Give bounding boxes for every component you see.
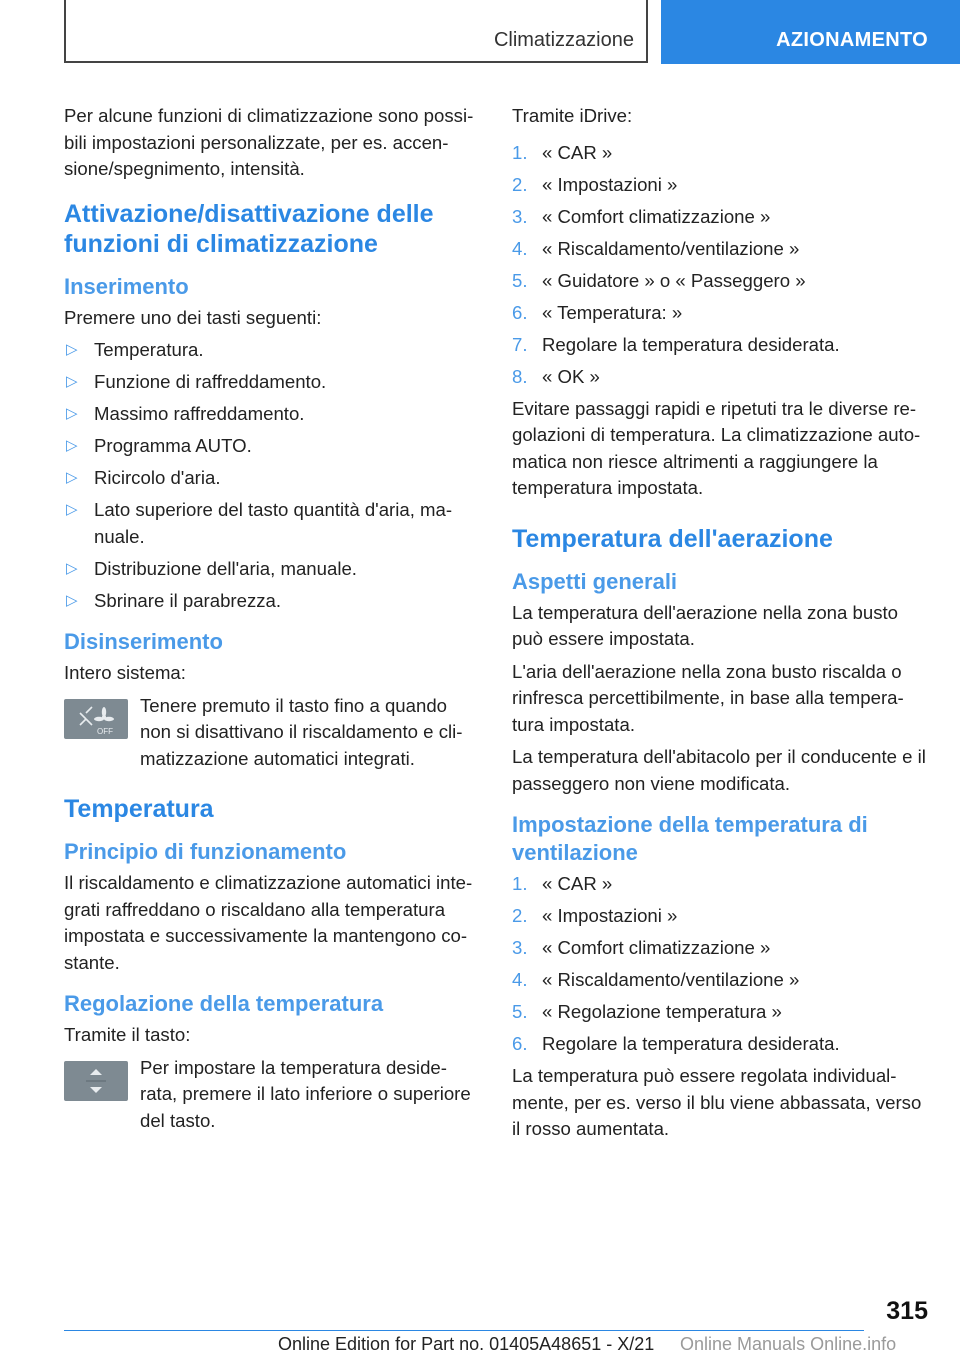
left-column (64, 103, 480, 1140)
list-item: ▷ Lato superiore del tasto quantità d'aria, ma-nuale. (66, 499, 453, 547)
principio-paragraph: Il riscaldamento e climatizzazione automatici inte-grati raffreddano o riscaldano alla temperatura impostata e successivamente la mantengono co-stante. (64, 872, 473, 973)
bullet-icon: ▷ (66, 501, 78, 518)
temperature-rocker-icon (64, 1061, 128, 1101)
list-item: ▷ Temperatura. (64, 337, 480, 364)
list-item: 3. « Comfort climatizzazione » (512, 937, 771, 958)
intro-paragraph: Per alcune funzioni di climatizzazione sono possi-bili impostazioni personalizzate, per es. accen-sione/spegnimento, intensità. (64, 105, 474, 179)
tramite-tasto-text: Tramite il tasto: (64, 1024, 191, 1045)
list-item: 4. « Riscaldamento/ventilazione » (512, 237, 800, 259)
list-item: 1. « CAR » (512, 873, 613, 894)
list-item: 2. « Impostazioni » (512, 173, 678, 195)
heading-aerazione: Temperatura dell'aerazione (512, 524, 833, 553)
list-item: 1. « CAR » (512, 141, 613, 163)
heading-principio: Principio di funzionamento (64, 839, 347, 864)
heading-disinserimento: Disinserimento (64, 629, 223, 654)
heading-inserimento: Inserimento (64, 273, 189, 299)
list-item: ▷ Distribuzione dell'aria, manuale. (64, 556, 480, 583)
list-item: 5. « Regolazione temperatura » (512, 1001, 782, 1022)
final-paragraph: La temperatura può essere regolata individual-mente, per es. verso il blu viene abbassata, verso il rosso aumentata. (512, 1065, 922, 1139)
header-section-box (64, 0, 648, 63)
bullet-icon: ▷ (66, 341, 78, 358)
list-item: 5. « Guidatore » o « Passeggero » (512, 269, 806, 291)
intero-text: Intero sistema: (64, 662, 186, 683)
list-item: 8. « OK » (512, 365, 600, 387)
heading-aspetti: Aspetti generali (512, 568, 678, 594)
off-button-row (64, 693, 480, 773)
list-item: 4. « Riscaldamento/ventilazione » (512, 969, 800, 990)
evitare-paragraph: Evitare passaggi rapidi e ripetuti tra le diverse re-golazioni di temperatura. La climatizzazione auto-matica non riesce altrimenti a raggiungere la temperatura impostata. (512, 397, 921, 498)
aspetti-paragraph-1: La temperatura dell'aerazione nella zona busto può essere impostata. (512, 601, 899, 649)
premere-text: Premere uno dei tasti seguenti: (64, 306, 322, 328)
header-chapter-box (661, 0, 960, 64)
fan-off-button-icon (64, 699, 128, 739)
list-item: ▷ Massimo raffreddamento. (64, 401, 480, 428)
heading-attivazione: Attivazione/disattivazione delle funzioni di climatizzazione (64, 199, 434, 258)
list-item: ▷ Ricircolo d'aria. (64, 465, 480, 492)
off-instruction: Tenere premuto il tasto fino a quando non si disattivano il riscaldamento e cli-matizzazione automatici integrati. (140, 694, 463, 769)
bullet-icon: ▷ (66, 591, 78, 609)
bullet-icon: ▷ (66, 559, 78, 577)
heading-impostazione: Impostazione della temperatura di ventilazione (512, 812, 868, 865)
aspetti-paragraph-2: L'aria dell'aerazione nella zona busto riscalda o rinfresca percettibilmente, in base alla tempera-tura impostata. (512, 660, 904, 735)
list-item: 2. « Impostazioni » (512, 905, 678, 926)
idrive-steps-list (512, 140, 928, 391)
aspetti-paragraph-3: La temperatura dell'abitacolo per il conducente e il passeggero non viene modificata. (512, 746, 926, 794)
keys-list (64, 337, 480, 614)
list-item: 7. Regolare la temperatura desiderata. (512, 333, 840, 355)
bullet-icon: ▷ (66, 405, 78, 422)
off-label: OFF (97, 726, 113, 736)
heading-regolazione: Regolazione della temperatura (64, 991, 384, 1016)
list-item: 6. « Temperatura: » (512, 301, 683, 323)
edition-text: Online Edition for Part no. 01405A48651 - X/21 (278, 1334, 655, 1354)
header-section-title: Climatizzazione (493, 29, 634, 51)
ventilation-steps-list (512, 871, 928, 1058)
list-item: ▷ Funzione di raffreddamento. (64, 369, 480, 396)
list-item: ▷ Sbrinare il parabrezza. (64, 588, 480, 615)
list-item: ▷ Programma AUTO. (64, 433, 480, 460)
watermark-text: Online Manuals Online.info (680, 1334, 897, 1354)
list-item: 3. « Comfort climatizzazione » (512, 205, 771, 227)
heading-temperatura: Temperatura (64, 795, 214, 823)
temp-instruction: Per impostare la temperatura deside-rata, premere il lato inferiore o superiore del tasto. (140, 1056, 471, 1131)
header-chapter-title: AZIONAMENTO (776, 29, 928, 51)
right-column (512, 103, 928, 1149)
tramite-idrive-text: Tramite iDrive: (512, 105, 633, 126)
footer-divider (64, 1330, 864, 1331)
list-item: 6. Regolare la temperatura desiderata. (512, 1033, 840, 1054)
temp-button-row (64, 1055, 480, 1135)
bullet-icon: ▷ (66, 469, 78, 486)
page-number: 315 (886, 1297, 928, 1325)
bullet-icon: ▷ (66, 437, 78, 454)
bullet-icon: ▷ (66, 373, 78, 390)
